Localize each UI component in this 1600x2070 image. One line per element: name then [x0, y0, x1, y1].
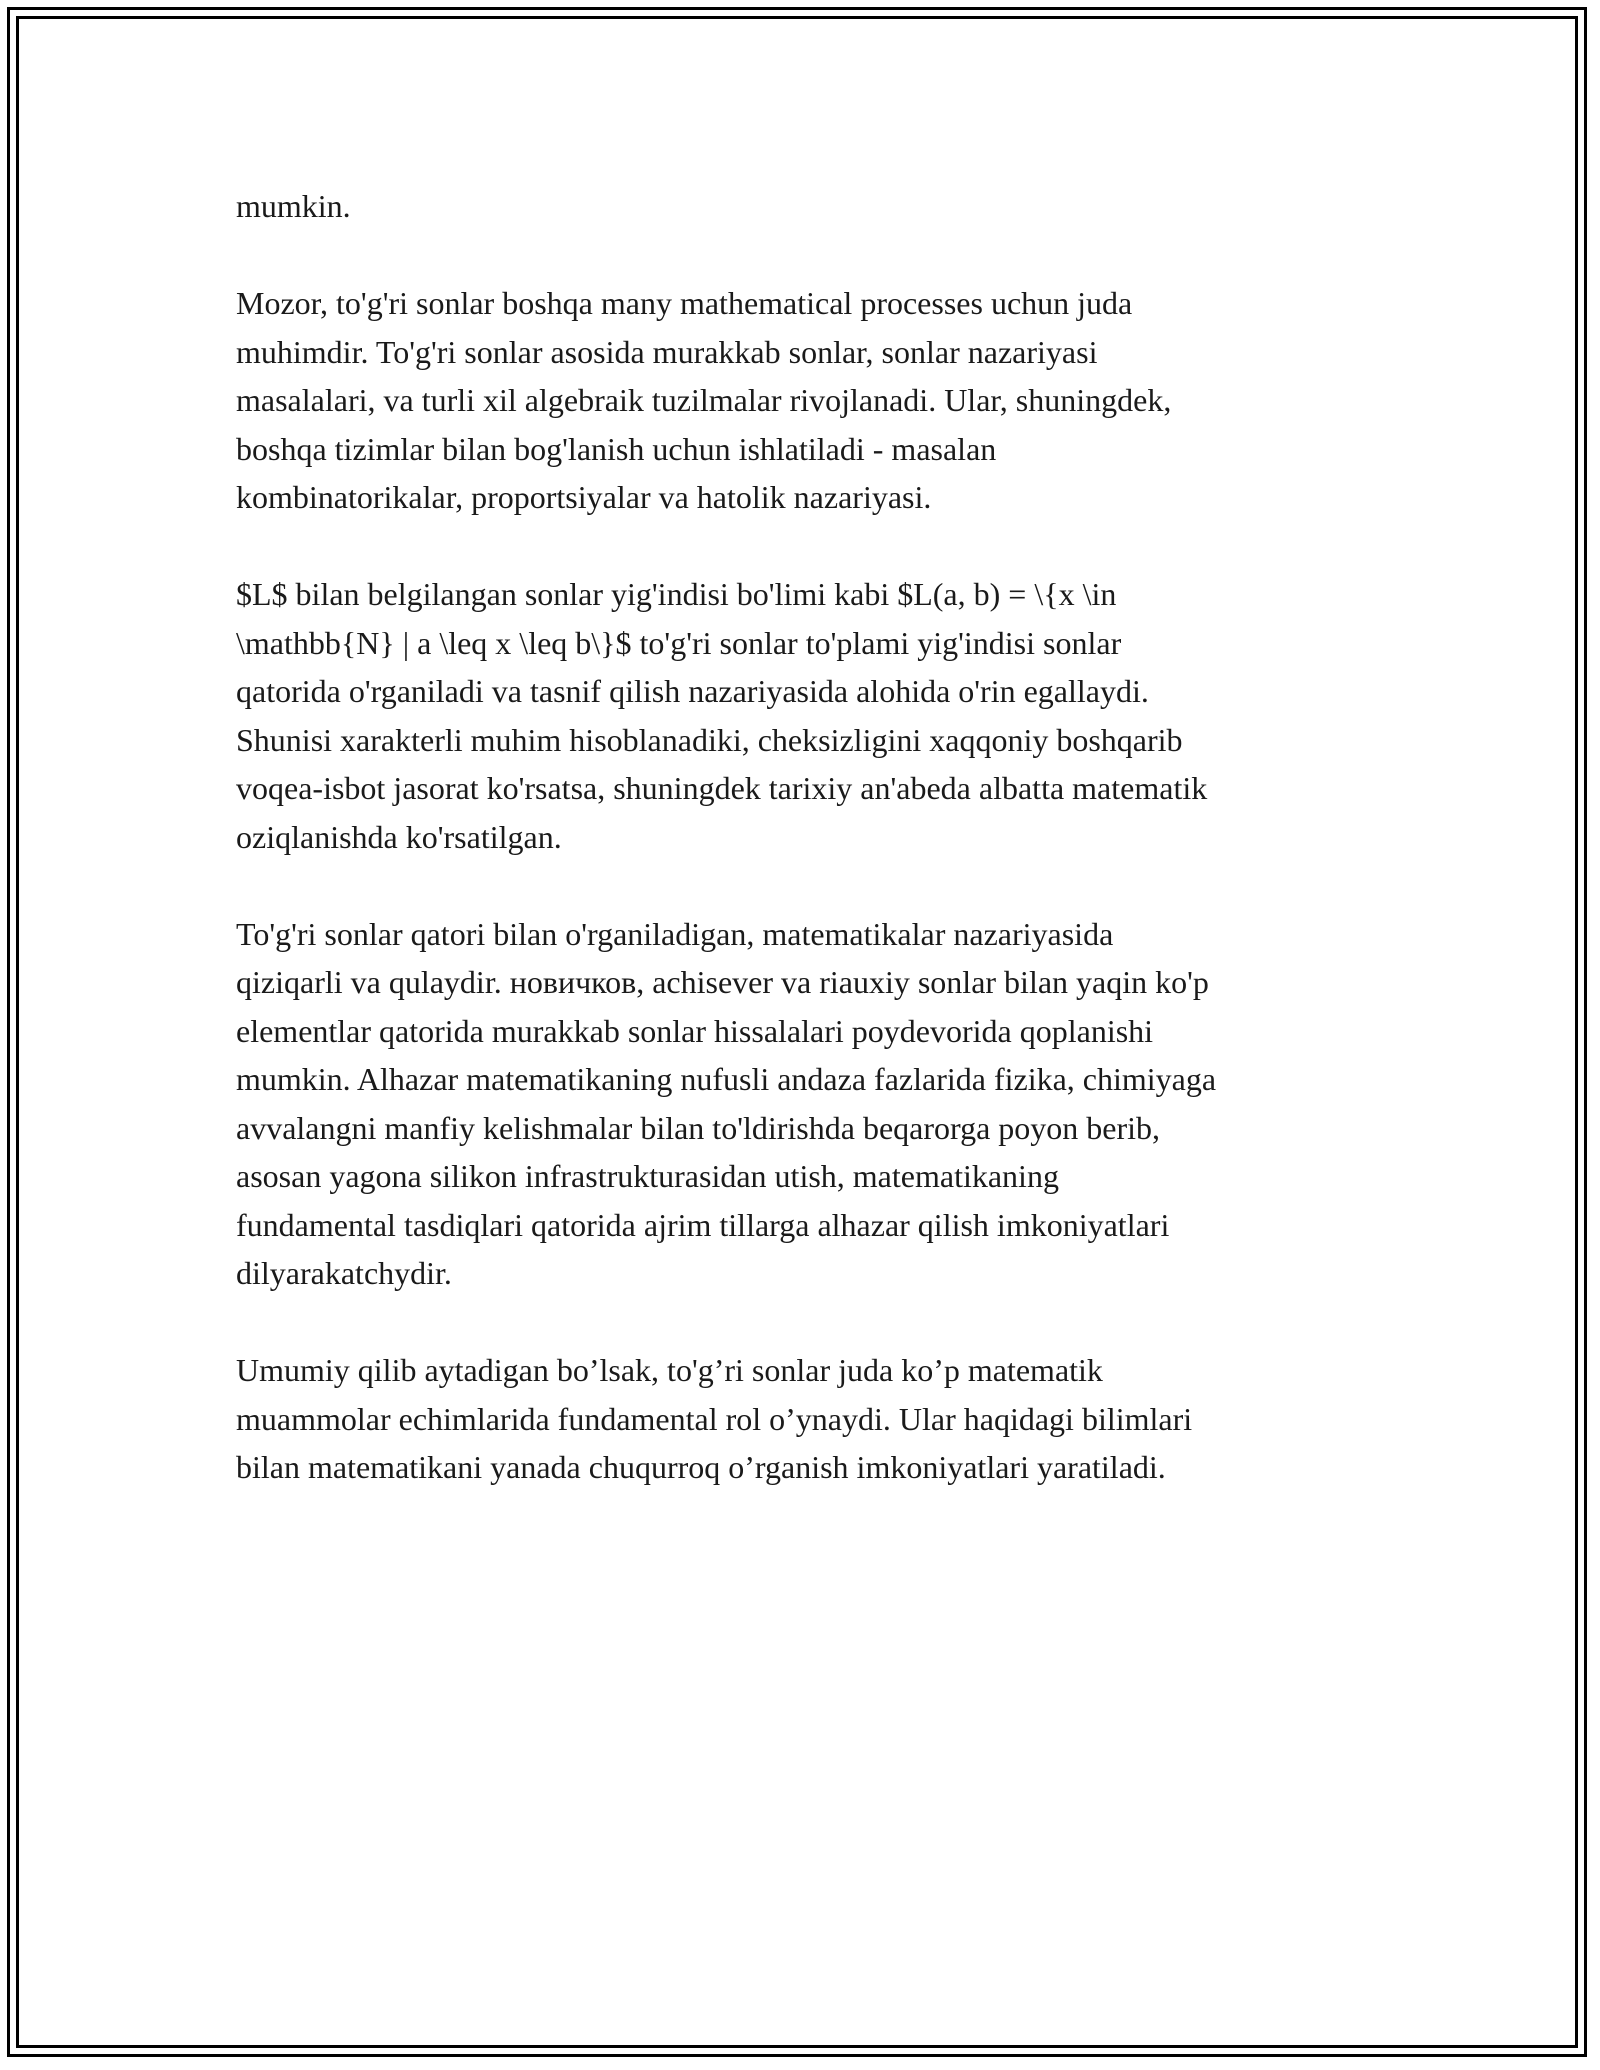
paragraph-4: To'g'ri sonlar qatori bilan o'rganiladigan, matematikalar nazariyasida qiziqarli va qulaydir. новичков, achisever va riauxiy sonlar bilan yaqin ko'p elementlar qatorida murakkab sonlar hissalalari poydevorida qoplanishi mumkin. Alhazar matematikaning nufusli andaza fazlarida fizika, chimiyaga avvalangni manfiy kelishmalar bilan to'ldirishda beqarorga poyon berib, asosan yagona silikon infrastrukturasidan utish, matematikaning fundamental tasdiqlari qatorida ajrim tillarga alhazar qilish imkoniyatlari dilyarakatchydir.: [236, 915, 1217, 1291]
paragraph-1: mumkin.: [236, 188, 351, 224]
paragraph-5: Umumiy qilib aytadigan bo’lsak, to'g’ri sonlar juda ko’p matematik muammolar echimlarida fundamental rol o’ynaydi. Ular haqidagi bilimlari bilan matematikani yanada chuqurroq o’rganish imkoniyatlari yaratiladi.: [236, 1352, 1193, 1485]
document-body: [236, 182, 1366, 1540]
paragraph-2: Mozor, to'g'ri sonlar boshqa many mathematical processes uchun juda muhimdir. To'g'ri sonlar asosida murakkab sonlar, sonlar nazariyasi masalalari, va turli xil algebraik tuzilmalar rivojlanadi. Ular, shuningdek, boshqa tizimlar bilan bog'lanish uchun ishlatiladi - masalan kombinatorikalar, proportsiyalar va hatolik nazariyasi.: [236, 285, 1172, 515]
paragraph-3: $L$ bilan belgilangan sonlar yig'indisi bo'limi kabi $L(a, b) = \{x \in \mathbb{N} | a \leq x \leq b\}$ to'g'ri sonlar to'plami yig'indisi sonlar qatorida o'rganiladi va tasnif qilish nazariyasida alohida o'rin egallaydi. Shunisi xarakterli muhim hisoblanadiki, cheksizligini xaqqoniy boshqarib voqea-isbot jasorat ko'rsatsa, shuningdek tarixiy an'abeda albatta matematik oziqlanishda ko'rsatilgan.: [236, 576, 1208, 855]
